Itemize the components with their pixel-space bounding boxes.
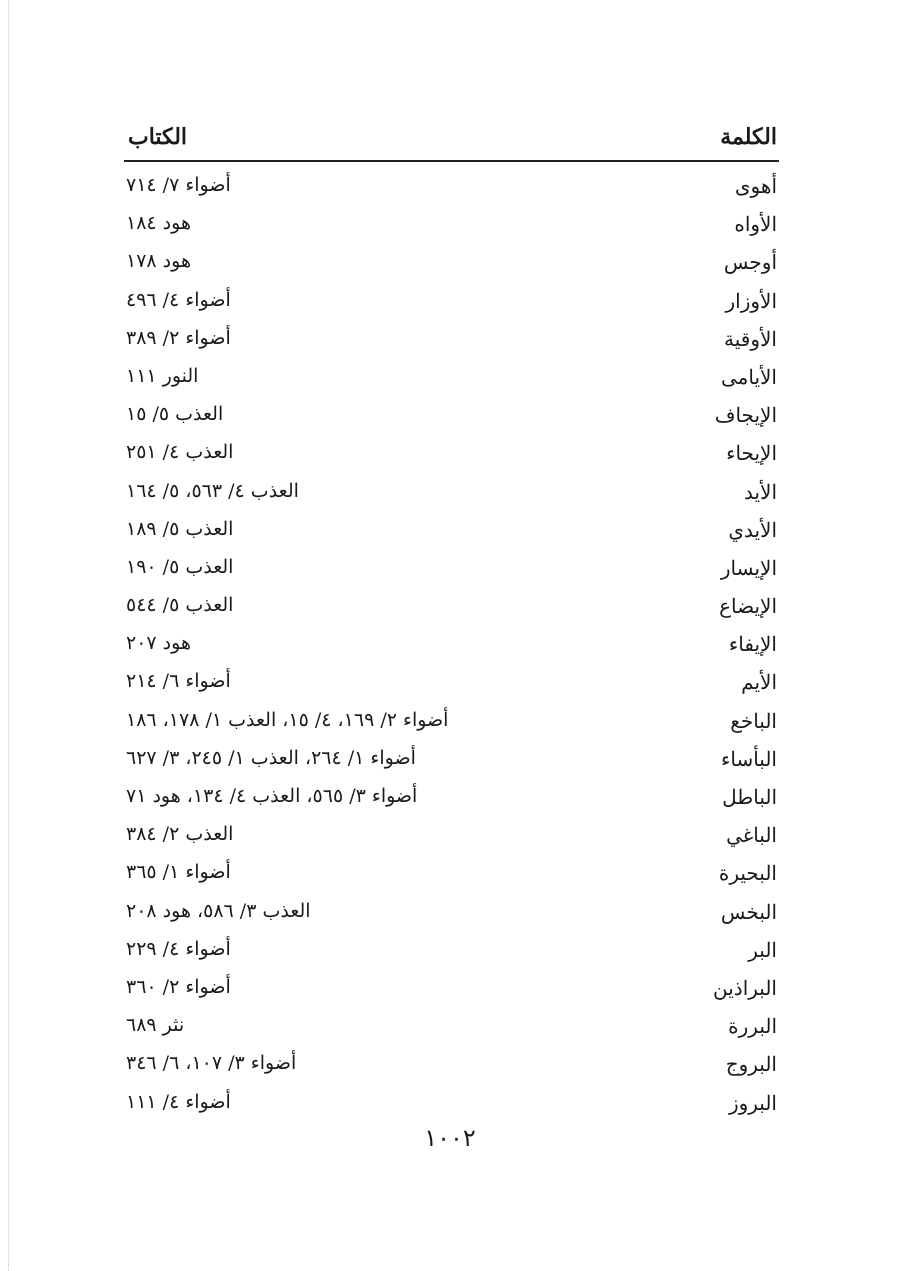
index-page <box>124 120 779 1123</box>
index-word: الأوقية <box>724 326 777 351</box>
index-row <box>124 703 779 741</box>
page-edge-guide <box>8 0 9 1271</box>
index-reference: أضواء ٦/ ٢١٤ <box>126 670 231 693</box>
index-word: الباغي <box>726 823 777 848</box>
index-word: البخس <box>720 899 777 924</box>
index-row <box>124 932 779 970</box>
index-word: الباخع <box>730 708 777 733</box>
index-word: البروج <box>725 1052 777 1077</box>
index-reference: أضواء ١/ ٢٦٤، العذب ١/ ٢٤٥، ٣/ ٦٢٧ <box>126 746 416 769</box>
index-row <box>124 321 779 359</box>
index-word: الإيحاء <box>726 441 777 466</box>
index-word: البحيرة <box>718 861 777 886</box>
index-row <box>124 855 779 893</box>
index-reference: أضواء ٣/ ١٠٧، ٦/ ٣٤٦ <box>126 1052 297 1075</box>
index-reference: أضواء ٣/ ٥٦٥، العذب ٤/ ١٣٤، هود ٧١ <box>126 785 418 807</box>
index-reference: العذب ٥/ ٥٤٤ <box>126 594 234 617</box>
index-reference: العذب ٥/ ١٩٠ <box>126 555 234 578</box>
index-word: البر <box>748 937 777 962</box>
index-word: الإيجاف <box>714 403 777 428</box>
index-reference: أضواء ٤/ ٢٢٩ <box>126 937 231 960</box>
index-reference: العذب ٢/ ٣٨٤ <box>126 823 234 846</box>
index-row <box>124 894 779 932</box>
index-row <box>124 359 779 397</box>
index-word: الأيم <box>741 670 777 695</box>
index-reference: أضواء ٢/ ٣٨٩ <box>126 326 231 349</box>
index-reference: هود ١٧٨ <box>126 250 191 273</box>
index-reference: هود ١٨٤ <box>126 212 191 235</box>
index-row <box>124 435 779 473</box>
index-row <box>124 970 779 1008</box>
index-row <box>124 588 779 626</box>
index-row <box>124 741 779 779</box>
index-word: أوجس <box>723 250 777 275</box>
index-reference: نثر ٦٨٩ <box>126 1014 185 1037</box>
index-reference: أضواء ٢/ ٣٦٠ <box>126 975 231 998</box>
index-row <box>124 1008 779 1046</box>
index-word: الأيامى <box>720 364 777 389</box>
index-word: الأوزار <box>725 288 777 313</box>
index-word: الأيد <box>743 479 777 504</box>
index-row <box>124 664 779 702</box>
index-row <box>124 1046 779 1084</box>
index-reference: أضواء ١/ ٣٦٥ <box>126 861 231 884</box>
index-word: الأواه <box>734 212 777 237</box>
index-row <box>124 626 779 664</box>
index-word: البراذين <box>713 975 777 1000</box>
index-reference: النور ١١١ <box>126 364 199 387</box>
index-word: البأساء <box>720 746 777 771</box>
index-word: الإيفاء <box>728 632 777 657</box>
index-row <box>124 283 779 321</box>
index-reference: العذب ٥/ ١٨٩ <box>126 517 234 540</box>
index-reference: العذب ٣/ ٥٨٦، هود ٢٠٨ <box>126 899 311 922</box>
index-row <box>124 1085 779 1123</box>
index-row <box>124 206 779 244</box>
word-column-header: الكلمة <box>720 124 777 150</box>
index-word: الباطل <box>722 785 777 809</box>
index-word: الإيسار <box>720 555 777 580</box>
index-word: الإيضاع <box>719 594 777 619</box>
page-number: ١٠٠٢ <box>424 1124 476 1152</box>
index-reference: هود ٢٠٧ <box>126 632 191 655</box>
index-row <box>124 550 779 588</box>
index-row <box>124 397 779 435</box>
index-word: الأيدي <box>728 517 777 542</box>
table-header <box>124 120 779 162</box>
index-word: البروز <box>728 1090 777 1115</box>
index-reference: العذب ٤/ ٢٥١ <box>126 441 234 464</box>
index-reference: العذب ٥/ ١٥ <box>126 403 224 426</box>
index-reference: أضواء ٧/ ٧١٤ <box>126 174 231 196</box>
index-row <box>124 168 779 206</box>
index-list <box>124 168 779 1123</box>
index-row <box>124 244 779 282</box>
index-word: أهوى <box>734 174 777 198</box>
index-row <box>124 779 779 817</box>
book-column-header: الكتاب <box>128 124 188 150</box>
index-reference: العذب ٤/ ٥٦٣، ٥/ ١٦٤ <box>126 479 299 502</box>
index-row <box>124 474 779 512</box>
index-reference: أضواء ٤/ ٤٩٦ <box>126 288 231 311</box>
index-word: البررة <box>728 1014 777 1039</box>
index-reference: أضواء ٢/ ١٦٩، ٤/ ١٥، العذب ١/ ١٧٨، ١٨٦ <box>126 708 449 731</box>
index-reference: أضواء ٤/ ١١١ <box>126 1090 231 1113</box>
index-row <box>124 512 779 550</box>
index-row <box>124 817 779 855</box>
